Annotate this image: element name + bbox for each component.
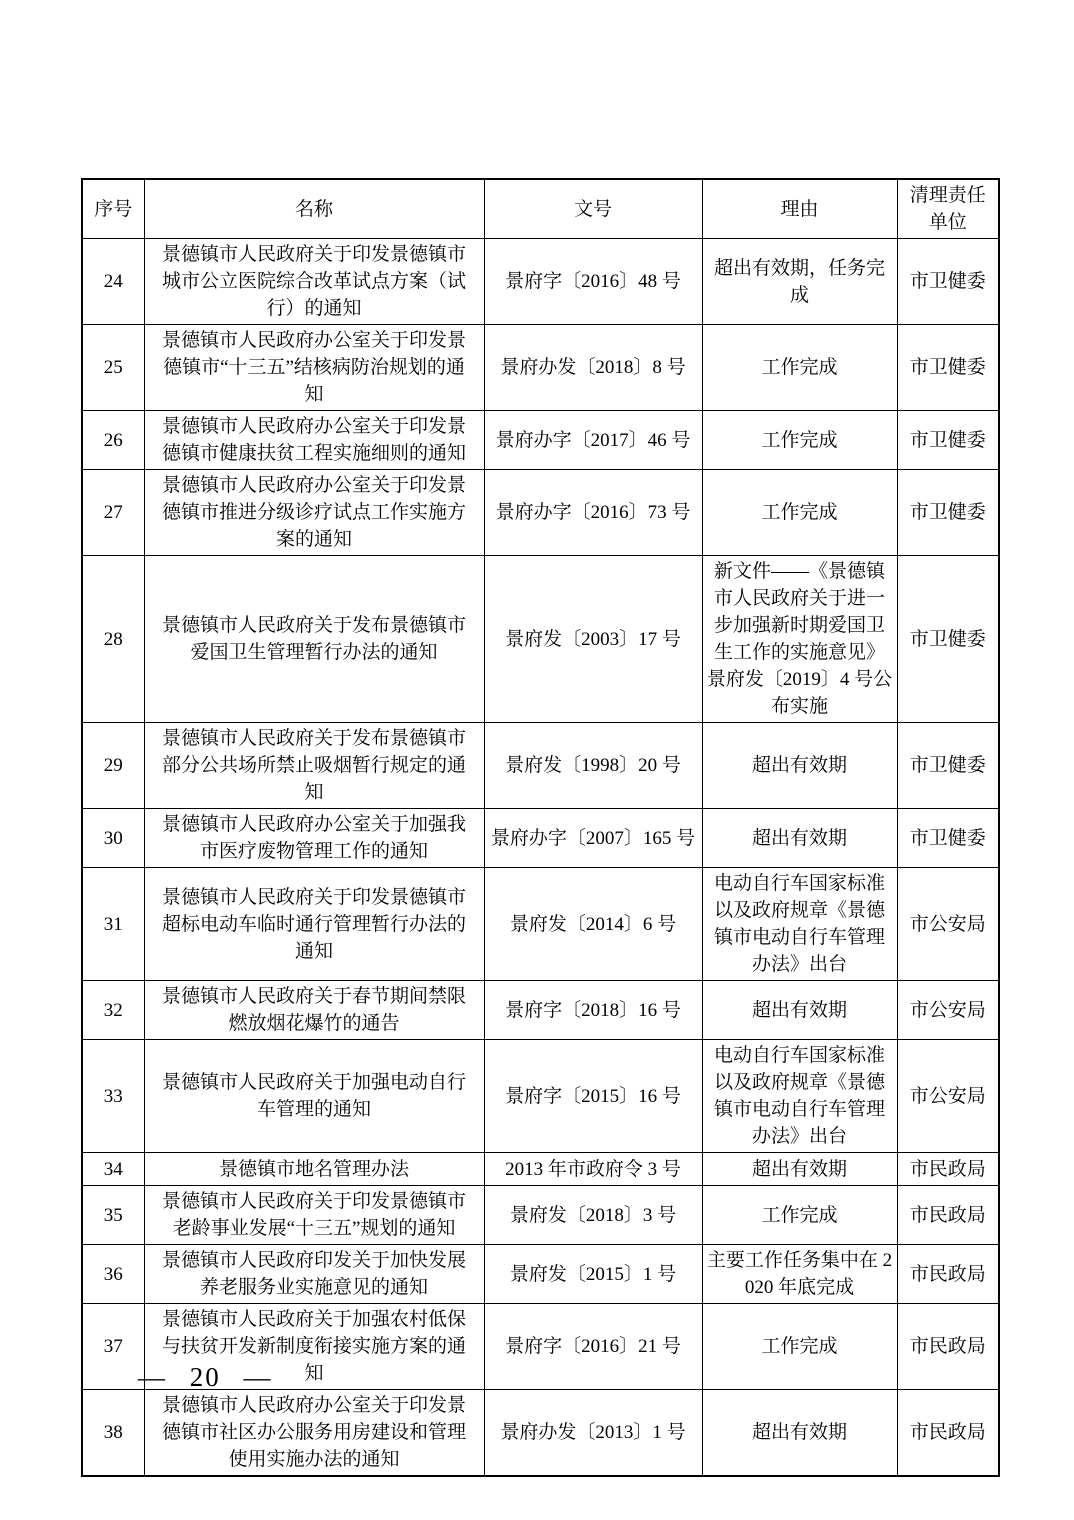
cell-serial-number: 27 <box>82 470 144 556</box>
cell-reason: 工作完成 <box>702 470 897 556</box>
table-row <box>82 723 999 809</box>
cell-document-name: 景德镇市人民政府印发关于加快发展养老服务业实施意见的通知 <box>144 1245 484 1304</box>
cell-serial-number: 38 <box>82 1390 144 1477</box>
cell-responsible-unit: 市卫健委 <box>897 325 999 411</box>
cell-document-name: 景德镇市地名管理办法 <box>144 1153 484 1186</box>
cell-reason: 超出有效期 <box>702 981 897 1040</box>
table-row <box>82 1390 999 1477</box>
table-row <box>82 868 999 981</box>
table-row <box>82 1153 999 1186</box>
cell-document-name: 景德镇市人民政府关于印发景德镇市城市公立医院综合改革试点方案（试行）的通知 <box>144 239 484 325</box>
cell-document-name: 景德镇市人民政府办公室关于印发景德镇市推进分级诊疗试点工作实施方案的通知 <box>144 470 484 556</box>
cell-serial-number: 32 <box>82 981 144 1040</box>
cell-reason: 主要工作任务集中在 2020 年底完成 <box>702 1245 897 1304</box>
cell-document-number: 景府发〔2018〕3 号 <box>484 1186 702 1245</box>
cell-serial-number: 26 <box>82 411 144 470</box>
table-row <box>82 239 999 325</box>
cell-responsible-unit: 市卫健委 <box>897 723 999 809</box>
cell-serial-number: 24 <box>82 239 144 325</box>
cell-document-number: 景府发〔2015〕1 号 <box>484 1245 702 1304</box>
cell-responsible-unit: 市民政局 <box>897 1186 999 1245</box>
cell-responsible-unit: 市卫健委 <box>897 470 999 556</box>
cell-serial-number: 25 <box>82 325 144 411</box>
header-serial-number: 序号 <box>82 179 144 239</box>
cell-responsible-unit: 市民政局 <box>897 1390 999 1477</box>
cell-serial-number: 33 <box>82 1040 144 1153</box>
cell-document-name: 景德镇市人民政府关于印发景德镇市超标电动车临时通行管理暂行办法的通知 <box>144 868 484 981</box>
cell-serial-number: 36 <box>82 1245 144 1304</box>
cell-document-number: 景府发〔2003〕17 号 <box>484 556 702 723</box>
table-row <box>82 556 999 723</box>
cell-serial-number: 37 <box>82 1304 144 1390</box>
cell-document-name: 景德镇市人民政府办公室关于印发景德镇市“十三五”结核病防治规划的通知 <box>144 325 484 411</box>
cell-reason: 电动自行车国家标准以及政府规章《景德镇市电动自行车管理办法》出台 <box>702 1040 897 1153</box>
cell-document-number: 景府字〔2016〕48 号 <box>484 239 702 325</box>
header-reason: 理由 <box>702 179 897 239</box>
table-row <box>82 981 999 1040</box>
cell-responsible-unit: 市公安局 <box>897 868 999 981</box>
cell-responsible-unit: 市公安局 <box>897 981 999 1040</box>
cell-document-number: 景府办字〔2017〕46 号 <box>484 411 702 470</box>
cell-document-name: 景德镇市人民政府关于加强电动自行车管理的通知 <box>144 1040 484 1153</box>
cell-responsible-unit: 市卫健委 <box>897 411 999 470</box>
header-document-number: 文号 <box>484 179 702 239</box>
cell-reason: 工作完成 <box>702 411 897 470</box>
cell-responsible-unit: 市公安局 <box>897 1040 999 1153</box>
cell-reason: 超出有效期，任务完成 <box>702 239 897 325</box>
cell-responsible-unit: 市民政局 <box>897 1153 999 1186</box>
cell-reason: 超出有效期 <box>702 1390 897 1477</box>
cell-reason: 超出有效期 <box>702 809 897 868</box>
table-row <box>82 809 999 868</box>
cell-document-number: 景府字〔2015〕16 号 <box>484 1040 702 1153</box>
table-row <box>82 470 999 556</box>
cell-document-number: 景府字〔2018〕16 号 <box>484 981 702 1040</box>
table-row <box>82 325 999 411</box>
cell-serial-number: 29 <box>82 723 144 809</box>
cell-document-name: 景德镇市人民政府关于发布景德镇市部分公共场所禁止吸烟暂行规定的通知 <box>144 723 484 809</box>
cell-document-number: 景府字〔2016〕21 号 <box>484 1304 702 1390</box>
cell-responsible-unit: 市卫健委 <box>897 239 999 325</box>
cell-responsible-unit: 市民政局 <box>897 1245 999 1304</box>
cell-serial-number: 28 <box>82 556 144 723</box>
cell-document-number: 景府发〔2014〕6 号 <box>484 868 702 981</box>
cell-reason: 工作完成 <box>702 1186 897 1245</box>
cell-reason: 新文件——《景德镇市人民政府关于进一步加强新时期爱国卫生工作的实施意见》景府发〔2019〕4 号公布实施 <box>702 556 897 723</box>
cleanup-documents-table <box>81 178 1000 1477</box>
cell-document-number: 景府发〔1998〕20 号 <box>484 723 702 809</box>
cell-serial-number: 35 <box>82 1186 144 1245</box>
cell-document-name: 景德镇市人民政府办公室关于加强我市医疗废物管理工作的通知 <box>144 809 484 868</box>
header-responsible-unit: 清理责任单位 <box>897 179 999 239</box>
cell-reason: 超出有效期 <box>702 723 897 809</box>
cell-document-name: 景德镇市人民政府办公室关于印发景德镇市健康扶贫工程实施细则的通知 <box>144 411 484 470</box>
cell-serial-number: 31 <box>82 868 144 981</box>
cell-reason: 电动自行车国家标准以及政府规章《景德镇市电动自行车管理办法》出台 <box>702 868 897 981</box>
cell-responsible-unit: 市民政局 <box>897 1304 999 1390</box>
table-row <box>82 1245 999 1304</box>
table-header-row <box>82 179 999 239</box>
cell-document-name: 景德镇市人民政府关于加强农村低保与扶贫开发新制度衔接实施方案的通知 <box>144 1304 484 1390</box>
cell-document-name: 景德镇市人民政府关于春节期间禁限燃放烟花爆竹的通告 <box>144 981 484 1040</box>
cell-responsible-unit: 市卫健委 <box>897 809 999 868</box>
cell-document-number: 景府办字〔2007〕165 号 <box>484 809 702 868</box>
cell-document-name: 景德镇市人民政府关于发布景德镇市爱国卫生管理暂行办法的通知 <box>144 556 484 723</box>
cell-serial-number: 30 <box>82 809 144 868</box>
table-row <box>82 411 999 470</box>
header-document-name: 名称 <box>144 179 484 239</box>
cell-reason: 工作完成 <box>702 325 897 411</box>
cell-reason: 工作完成 <box>702 1304 897 1390</box>
cell-document-number: 景府办字〔2016〕73 号 <box>484 470 702 556</box>
table-row <box>82 1186 999 1245</box>
cell-document-name: 景德镇市人民政府办公室关于印发景德镇市社区办公服务用房建设和管理使用实施办法的通知 <box>144 1390 484 1477</box>
cell-document-number: 景府办发〔2013〕1 号 <box>484 1390 702 1477</box>
page-number: — 20 — <box>138 1362 273 1392</box>
table-row <box>82 1040 999 1153</box>
cell-document-number: 2013 年市政府令 3 号 <box>484 1153 702 1186</box>
cell-document-number: 景府办发〔2018〕8 号 <box>484 325 702 411</box>
cell-responsible-unit: 市卫健委 <box>897 556 999 723</box>
cell-serial-number: 34 <box>82 1153 144 1186</box>
cell-document-name: 景德镇市人民政府关于印发景德镇市老龄事业发展“十三五”规划的通知 <box>144 1186 484 1245</box>
cell-reason: 超出有效期 <box>702 1153 897 1186</box>
